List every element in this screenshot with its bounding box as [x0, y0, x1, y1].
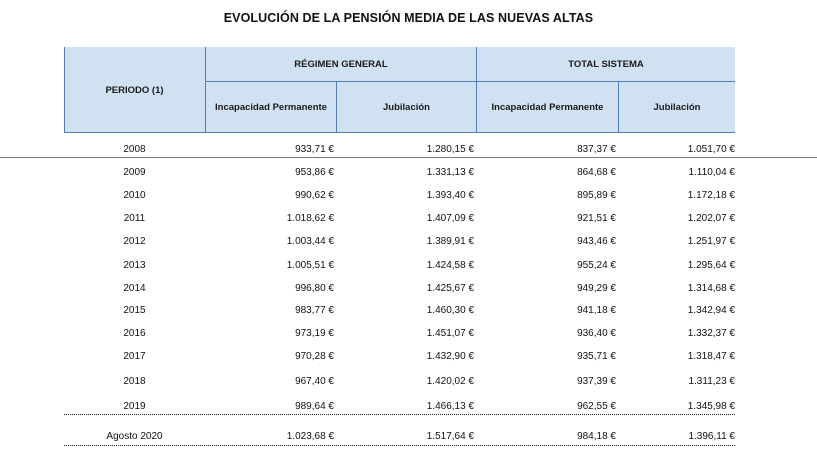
cell-periodo: 2018: [123, 376, 146, 387]
header-periodo: [64, 47, 205, 133]
header-jubilacion-rg: [337, 82, 476, 133]
header-jubilacion-ts: [619, 82, 735, 133]
cell-rg-incapacidad: 970,28 €: [295, 351, 334, 362]
cell-rg-incapacidad: 1.005,51 €: [286, 260, 334, 271]
cell-periodo: 2015: [123, 305, 146, 316]
cell-ts-jubilacion: 1.110,04 €: [688, 167, 735, 178]
cell-ts-jubilacion: 1.172,18 €: [687, 190, 735, 201]
cell-rg-incapacidad: 1.023,68 €: [286, 431, 334, 442]
table-row: [64, 374, 735, 390]
cell-rg-jubilacion: 1.432,90 €: [426, 351, 474, 362]
header-total-sistema: [477, 47, 735, 81]
page-title: EVOLUCIÓN DE LA PENSIÓN MEDIA DE LAS NUEVAS ALTAS: [223, 11, 594, 25]
cell-ts-jubilacion: 1.314,68 €: [687, 283, 735, 294]
cell-periodo: 2014: [123, 283, 146, 294]
cell-periodo: 2016: [123, 328, 146, 339]
table-row: [64, 165, 735, 181]
cell-rg-incapacidad: 989,64 €: [295, 401, 334, 412]
cell-periodo: 2012: [123, 236, 146, 247]
cell-ts-jubilacion: 1.051,70 €: [687, 144, 735, 155]
cell-ts-incapacidad: 949,29 €: [577, 283, 616, 294]
header-incapacidad-rg-label: Incapacidad Permanente: [215, 102, 327, 113]
cell-periodo: 2017: [123, 351, 146, 362]
cell-periodo: 2019: [123, 401, 146, 412]
cell-rg-incapacidad: 967,40 €: [295, 376, 334, 387]
table-row: [64, 399, 735, 415]
cell-rg-jubilacion: 1.393,40 €: [426, 190, 474, 201]
cell-rg-incapacidad: 973,19 €: [295, 328, 334, 339]
cell-ts-incapacidad: 955,24 €: [577, 260, 616, 271]
cell-rg-jubilacion: 1.451,07 €: [426, 328, 474, 339]
cell-periodo: Agosto 2020: [106, 431, 163, 442]
cell-ts-incapacidad: 936,40 €: [577, 328, 616, 339]
cell-ts-incapacidad: 943,46 €: [577, 236, 616, 247]
cell-ts-incapacidad: 962,55 €: [577, 401, 616, 412]
cell-ts-jubilacion: 1.318,47 €: [687, 351, 735, 362]
cell-rg-incapacidad: 933,71 €: [295, 144, 334, 155]
header-divider: [476, 47, 477, 133]
table-row: [64, 326, 735, 342]
cell-ts-incapacidad: 864,68 €: [577, 167, 616, 178]
table-row: [64, 281, 735, 297]
header-total-sistema-label: TOTAL SISTEMA: [568, 58, 644, 70]
cell-rg-jubilacion: 1.425,67 €: [426, 283, 474, 294]
cell-ts-jubilacion: 1.342,94 €: [687, 305, 735, 316]
cell-rg-jubilacion: 1.389,91 €: [426, 236, 474, 247]
header-divider: [336, 81, 337, 133]
cell-ts-jubilacion: 1.295,64 €: [687, 260, 735, 271]
cell-rg-incapacidad: 1.003,44 €: [286, 236, 334, 247]
cell-rg-jubilacion: 1.466,13 €: [426, 401, 474, 412]
table-row: [64, 429, 735, 445]
cell-ts-jubilacion: 1.251,97 €: [687, 236, 735, 247]
header-incapacidad-ts: [477, 82, 618, 133]
cell-ts-incapacidad: 941,18 €: [577, 305, 616, 316]
header-bottom-border: [64, 132, 735, 133]
cell-rg-jubilacion: 1.407,09 €: [426, 213, 474, 224]
cell-periodo: 2008: [123, 144, 146, 155]
cell-rg-incapacidad: 983,77 €: [295, 305, 334, 316]
header-periodo-label: PERIODO (1): [105, 84, 164, 96]
header-divider: [64, 47, 65, 133]
header-divider: [205, 81, 735, 82]
cell-ts-incapacidad: 895,89 €: [577, 190, 616, 201]
header-regimen-general: [206, 47, 476, 81]
cell-periodo: 2009: [123, 167, 146, 178]
cell-periodo: 2010: [123, 190, 146, 201]
cell-rg-jubilacion: 1.420,02 €: [426, 376, 474, 387]
cell-rg-incapacidad: 953,86 €: [295, 167, 334, 178]
table-row: [64, 211, 735, 227]
cell-ts-jubilacion: 1.345,98 €: [687, 401, 735, 412]
row-separator-dotted: [64, 414, 735, 415]
header-regimen-general-label: RÉGIMEN GENERAL: [294, 58, 388, 70]
header-jubilacion-rg-label: Jubilación: [383, 102, 430, 113]
cell-ts-jubilacion: 1.202,07 €: [687, 213, 735, 224]
cell-ts-jubilacion: 1.396,11 €: [688, 431, 735, 442]
cell-rg-incapacidad: 996,80 €: [295, 283, 334, 294]
cell-ts-incapacidad: 837,37 €: [577, 144, 616, 155]
cell-ts-jubilacion: 1.332,37 €: [687, 328, 735, 339]
table-row: [64, 234, 735, 250]
cell-ts-jubilacion: 1.311,23 €: [688, 376, 735, 387]
header-jubilacion-ts-label: Jubilación: [653, 102, 701, 113]
table-bottom-border-dotted: [64, 445, 735, 446]
header-incapacidad-rg: [206, 82, 336, 133]
cell-rg-incapacidad: 990,62 €: [295, 190, 334, 201]
header-incapacidad-ts-label: Incapacidad Permanente: [491, 102, 604, 113]
cell-ts-incapacidad: 935,71 €: [577, 351, 616, 362]
header-divider: [618, 81, 619, 133]
cell-rg-jubilacion: 1.517,64 €: [426, 431, 474, 442]
cell-rg-incapacidad: 1.018,62 €: [286, 213, 334, 224]
table-row: [64, 188, 735, 204]
cell-ts-incapacidad: 921,51 €: [577, 213, 616, 224]
cell-ts-incapacidad: 937,39 €: [577, 376, 616, 387]
table-row: [64, 303, 735, 319]
header-divider: [205, 47, 206, 133]
cell-periodo: 2013: [123, 260, 146, 271]
cell-rg-jubilacion: 1.280,15 €: [426, 144, 474, 155]
cell-rg-jubilacion: 1.424,58 €: [426, 260, 474, 271]
cell-ts-incapacidad: 984,18 €: [577, 431, 616, 442]
cell-rg-jubilacion: 1.331,13 €: [426, 167, 474, 178]
cell-periodo: 2011: [123, 213, 146, 224]
cell-rg-jubilacion: 1.460,30 €: [426, 305, 474, 316]
table-row: [64, 349, 735, 365]
table-row: [64, 142, 735, 158]
table-row: [64, 258, 735, 274]
